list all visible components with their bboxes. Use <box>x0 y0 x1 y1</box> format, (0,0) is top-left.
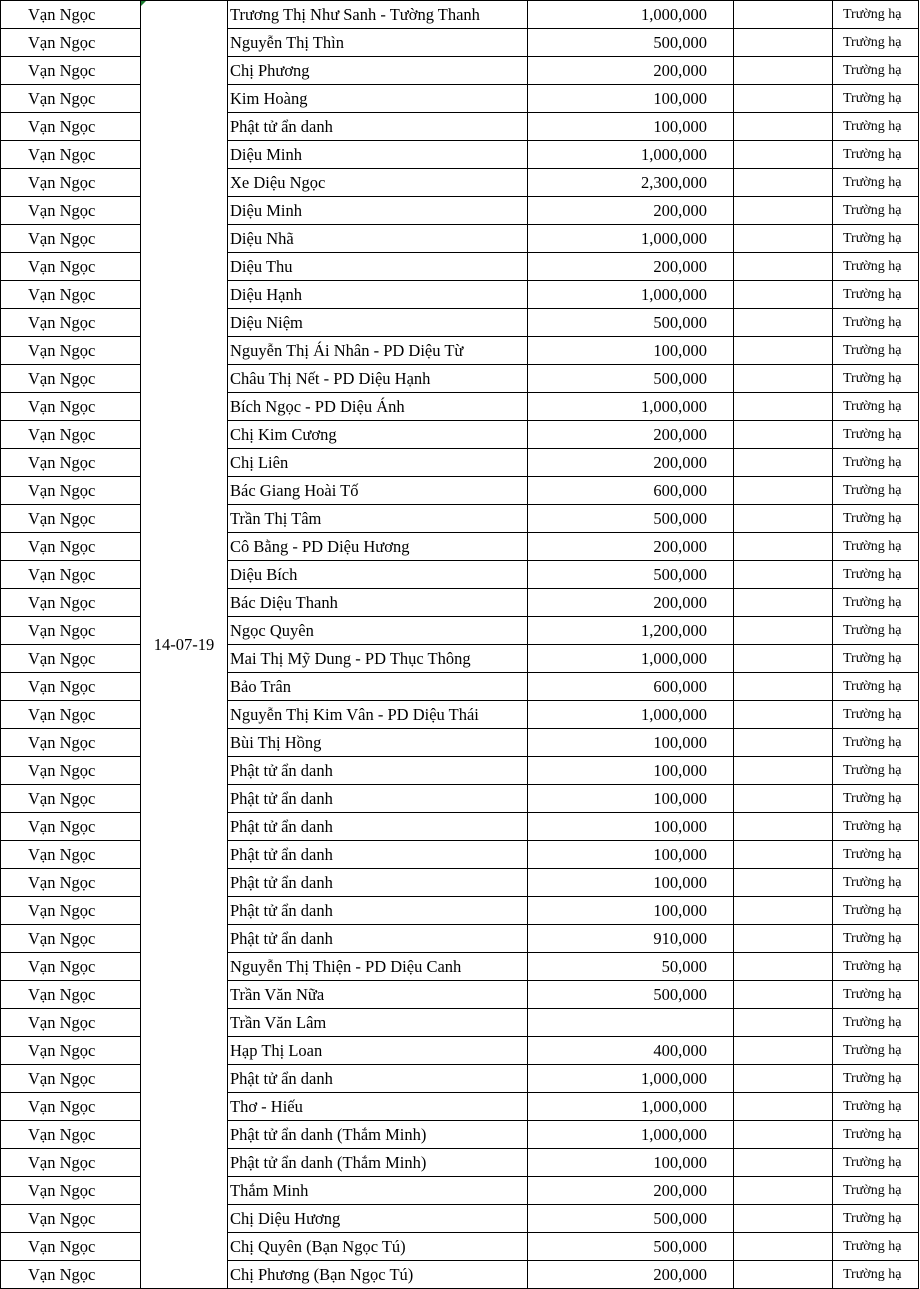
table-row <box>1 57 919 85</box>
place-cell[interactable]: Trường hạ <box>833 701 919 729</box>
donor-name-cell[interactable]: Phật tử ẩn danh <box>228 841 528 869</box>
note-cell[interactable] <box>734 141 833 169</box>
table-row <box>1 281 919 309</box>
place-cell[interactable]: Trường hạ <box>833 953 919 981</box>
amount-cell[interactable]: 500,000 <box>528 309 734 337</box>
amount-cell[interactable]: 500,000 <box>528 365 734 393</box>
amount-cell[interactable]: 1,000,000 <box>528 141 734 169</box>
table-row <box>1 617 919 645</box>
donor-name-cell[interactable]: Bảo Trân <box>228 673 528 701</box>
place-cell[interactable]: Trường hạ <box>833 925 919 953</box>
branch-cell[interactable]: Vạn Ngọc <box>1 393 141 421</box>
amount-cell[interactable]: 100,000 <box>528 841 734 869</box>
table-row <box>1 113 919 141</box>
donor-name-cell[interactable]: Phật tử ẩn danh <box>228 813 528 841</box>
table-row <box>1 141 919 169</box>
table-row <box>1 197 919 225</box>
table-row <box>1 925 919 953</box>
place-cell[interactable]: Trường hạ <box>833 1205 919 1233</box>
note-cell[interactable] <box>734 1037 833 1065</box>
amount-cell[interactable]: 100,000 <box>528 1149 734 1177</box>
table-row <box>1 1093 919 1121</box>
branch-cell[interactable]: Vạn Ngọc <box>1 561 141 589</box>
place-cell[interactable]: Trường hạ <box>833 337 919 365</box>
place-cell[interactable]: Trường hạ <box>833 841 919 869</box>
amount-cell[interactable]: 600,000 <box>528 477 734 505</box>
donor-name-cell[interactable]: Chị Quyên (Bạn Ngọc Tú) <box>228 1233 528 1261</box>
amount-cell[interactable]: 100,000 <box>528 113 734 141</box>
branch-cell[interactable]: Vạn Ngọc <box>1 85 141 113</box>
branch-cell[interactable]: Vạn Ngọc <box>1 701 141 729</box>
place-cell[interactable]: Trường hạ <box>833 393 919 421</box>
note-cell[interactable] <box>734 757 833 785</box>
branch-cell[interactable]: Vạn Ngọc <box>1 365 141 393</box>
amount-cell[interactable]: 200,000 <box>528 1261 734 1289</box>
branch-cell[interactable]: Vạn Ngọc <box>1 1121 141 1149</box>
donor-name-cell[interactable]: Xe Diệu Ngọc <box>228 169 528 197</box>
amount-cell[interactable]: 1,200,000 <box>528 617 734 645</box>
table-row <box>1 169 919 197</box>
table-row <box>1 981 919 1009</box>
branch-cell[interactable]: Vạn Ngọc <box>1 925 141 953</box>
place-cell[interactable]: Trường hạ <box>833 449 919 477</box>
table-row <box>1 1009 919 1037</box>
note-cell[interactable] <box>734 953 833 981</box>
branch-cell[interactable]: Vạn Ngọc <box>1 1093 141 1121</box>
place-cell[interactable]: Trường hạ <box>833 533 919 561</box>
note-cell[interactable] <box>734 981 833 1009</box>
note-cell[interactable] <box>734 645 833 673</box>
note-cell[interactable] <box>734 1205 833 1233</box>
note-cell[interactable] <box>734 1121 833 1149</box>
note-cell[interactable] <box>734 1261 833 1289</box>
donor-name-cell[interactable]: Diệu Minh <box>228 141 528 169</box>
note-cell[interactable] <box>734 1093 833 1121</box>
place-cell[interactable]: Trường hạ <box>833 113 919 141</box>
branch-cell[interactable]: Vạn Ngọc <box>1 673 141 701</box>
branch-cell[interactable]: Vạn Ngọc <box>1 785 141 813</box>
table-row <box>1 1 919 29</box>
place-cell[interactable]: Trường hạ <box>833 1009 919 1037</box>
place-cell[interactable]: Trường hạ <box>833 29 919 57</box>
table-row <box>1 449 919 477</box>
donor-name-cell[interactable]: Kim Hoàng <box>228 85 528 113</box>
note-cell[interactable] <box>734 869 833 897</box>
amount-cell[interactable]: 50,000 <box>528 953 734 981</box>
amount-cell[interactable]: 200,000 <box>528 533 734 561</box>
branch-cell[interactable]: Vạn Ngọc <box>1 1065 141 1093</box>
donor-name-cell[interactable]: Bùi Thị Hồng <box>228 729 528 757</box>
place-cell[interactable]: Trường hạ <box>833 1 919 29</box>
amount-cell[interactable]: 1,000,000 <box>528 1 734 29</box>
table-row <box>1 1149 919 1177</box>
note-cell[interactable] <box>734 925 833 953</box>
amount-cell[interactable]: 100,000 <box>528 813 734 841</box>
note-cell[interactable] <box>734 673 833 701</box>
place-cell[interactable]: Trường hạ <box>833 1037 919 1065</box>
donor-name-cell[interactable]: Phật tử ẩn danh <box>228 1065 528 1093</box>
donor-name-cell[interactable]: Bác Giang Hoài Tố <box>228 477 528 505</box>
table-row <box>1 337 919 365</box>
amount-cell[interactable]: 500,000 <box>528 1205 734 1233</box>
amount-cell[interactable]: 100,000 <box>528 869 734 897</box>
table-row <box>1 505 919 533</box>
note-cell[interactable] <box>734 309 833 337</box>
table-body <box>1 1 919 1289</box>
donor-name-cell[interactable]: Diệu Nhã <box>228 225 528 253</box>
note-cell[interactable] <box>734 113 833 141</box>
note-cell[interactable] <box>734 281 833 309</box>
table-row <box>1 1177 919 1205</box>
branch-cell[interactable]: Vạn Ngọc <box>1 1037 141 1065</box>
place-cell[interactable]: Trường hạ <box>833 477 919 505</box>
donor-name-cell[interactable]: Chị Liên <box>228 449 528 477</box>
note-cell[interactable] <box>734 589 833 617</box>
branch-cell[interactable]: Vạn Ngọc <box>1 197 141 225</box>
note-cell[interactable] <box>734 1065 833 1093</box>
branch-cell[interactable]: Vạn Ngọc <box>1 141 141 169</box>
place-cell[interactable]: Trường hạ <box>833 505 919 533</box>
table-row <box>1 1037 919 1065</box>
place-cell[interactable]: Trường hạ <box>833 645 919 673</box>
note-cell[interactable] <box>734 617 833 645</box>
branch-cell[interactable]: Vạn Ngọc <box>1 421 141 449</box>
donor-name-cell[interactable]: Chị Kim Cương <box>228 421 528 449</box>
note-cell[interactable] <box>734 785 833 813</box>
branch-cell[interactable]: Vạn Ngọc <box>1 281 141 309</box>
donor-name-cell[interactable]: Phật tử ẩn danh <box>228 785 528 813</box>
donor-name-cell[interactable]: Trần Văn Nữa <box>228 981 528 1009</box>
amount-cell[interactable]: 100,000 <box>528 729 734 757</box>
donor-name-cell[interactable]: Diệu Thu <box>228 253 528 281</box>
place-cell[interactable]: Trường hạ <box>833 757 919 785</box>
branch-cell[interactable]: Vạn Ngọc <box>1 1205 141 1233</box>
table-row <box>1 1121 919 1149</box>
place-cell[interactable]: Trường hạ <box>833 869 919 897</box>
note-cell[interactable] <box>734 365 833 393</box>
table-row <box>1 477 919 505</box>
branch-cell[interactable]: Vạn Ngọc <box>1 449 141 477</box>
place-cell[interactable]: Trường hạ <box>833 897 919 925</box>
amount-cell[interactable]: 1,000,000 <box>528 1065 734 1093</box>
note-cell[interactable] <box>734 337 833 365</box>
table-row <box>1 393 919 421</box>
table-row <box>1 1261 919 1289</box>
table-row <box>1 897 919 925</box>
branch-cell[interactable]: Vạn Ngọc <box>1 57 141 85</box>
amount-cell[interactable]: 100,000 <box>528 785 734 813</box>
note-cell[interactable] <box>734 1149 833 1177</box>
donor-name-cell[interactable]: Trần Văn Lâm <box>228 1009 528 1037</box>
place-cell[interactable]: Trường hạ <box>833 281 919 309</box>
table-row <box>1 1233 919 1261</box>
branch-cell[interactable]: Vạn Ngọc <box>1 29 141 57</box>
donor-name-cell[interactable]: Thắm Minh <box>228 1177 528 1205</box>
donor-name-cell[interactable]: Thơ - Hiếu <box>228 1093 528 1121</box>
place-cell[interactable]: Trường hạ <box>833 309 919 337</box>
note-cell[interactable] <box>734 253 833 281</box>
date-label: 14-07-19 <box>153 634 215 654</box>
note-cell[interactable] <box>734 1233 833 1261</box>
branch-cell[interactable]: Vạn Ngọc <box>1 981 141 1009</box>
note-cell[interactable] <box>734 561 833 589</box>
date-cell[interactable] <box>141 1 228 1289</box>
cell-comment-marker-icon <box>141 1 146 6</box>
table-row <box>1 813 919 841</box>
donor-name-cell[interactable]: Mai Thị Mỹ Dung - PD Thục Thông <box>228 645 528 673</box>
note-cell[interactable] <box>734 1177 833 1205</box>
place-cell[interactable]: Trường hạ <box>833 225 919 253</box>
table-row <box>1 1065 919 1093</box>
amount-cell[interactable]: 200,000 <box>528 57 734 85</box>
note-cell[interactable] <box>734 701 833 729</box>
donor-name-cell[interactable]: Diệu Niệm <box>228 309 528 337</box>
place-cell[interactable]: Trường hạ <box>833 421 919 449</box>
table-row <box>1 869 919 897</box>
amount-cell[interactable] <box>528 1009 734 1037</box>
amount-cell[interactable]: 2,300,000 <box>528 169 734 197</box>
donor-name-cell[interactable]: Cô Bằng - PD Diệu Hương <box>228 533 528 561</box>
place-cell[interactable]: Trường hạ <box>833 1065 919 1093</box>
table-row <box>1 841 919 869</box>
table-row <box>1 561 919 589</box>
place-cell[interactable]: Trường hạ <box>833 617 919 645</box>
amount-cell[interactable]: 200,000 <box>528 589 734 617</box>
note-cell[interactable] <box>734 533 833 561</box>
note-cell[interactable] <box>734 29 833 57</box>
place-cell[interactable]: Trường hạ <box>833 57 919 85</box>
amount-cell[interactable]: 400,000 <box>528 1037 734 1065</box>
branch-cell[interactable]: Vạn Ngọc <box>1 1 141 29</box>
note-cell[interactable] <box>734 477 833 505</box>
donor-name-cell[interactable]: Diệu Bích <box>228 561 528 589</box>
note-cell[interactable] <box>734 57 833 85</box>
place-cell[interactable]: Trường hạ <box>833 141 919 169</box>
note-cell[interactable] <box>734 169 833 197</box>
donor-name-cell[interactable]: Nguyễn Thị Thìn <box>228 29 528 57</box>
donor-name-cell[interactable]: Chị Phương (Bạn Ngọc Tú) <box>228 1261 528 1289</box>
branch-cell[interactable]: Vạn Ngọc <box>1 309 141 337</box>
branch-cell[interactable]: Vạn Ngọc <box>1 897 141 925</box>
donor-name-cell[interactable]: Trần Thị Tâm <box>228 505 528 533</box>
place-cell[interactable]: Trường hạ <box>833 1093 919 1121</box>
donor-name-cell[interactable]: Chị Diệu Hương <box>228 1205 528 1233</box>
note-cell[interactable] <box>734 393 833 421</box>
amount-cell[interactable]: 100,000 <box>528 757 734 785</box>
table-row <box>1 729 919 757</box>
amount-cell[interactable]: 200,000 <box>528 197 734 225</box>
donor-name-cell[interactable]: Diệu Hạnh <box>228 281 528 309</box>
donor-name-cell[interactable]: Hạp Thị Loan <box>228 1037 528 1065</box>
place-cell[interactable]: Trường hạ <box>833 85 919 113</box>
note-cell[interactable] <box>734 505 833 533</box>
table-row <box>1 253 919 281</box>
donor-name-cell[interactable]: Phật tử ẩn danh <box>228 113 528 141</box>
place-cell[interactable]: Trường hạ <box>833 1261 919 1289</box>
branch-cell[interactable]: Vạn Ngọc <box>1 645 141 673</box>
donor-name-cell[interactable]: Phật tử ẩn danh (Thắm Minh) <box>228 1121 528 1149</box>
amount-cell[interactable]: 500,000 <box>528 561 734 589</box>
amount-cell[interactable]: 100,000 <box>528 897 734 925</box>
note-cell[interactable] <box>734 421 833 449</box>
donor-name-cell[interactable]: Nguyễn Thị Ái Nhân - PD Diệu Từ <box>228 337 528 365</box>
place-cell[interactable]: Trường hạ <box>833 1121 919 1149</box>
amount-cell[interactable]: 1,000,000 <box>528 701 734 729</box>
amount-cell[interactable]: 600,000 <box>528 673 734 701</box>
branch-cell[interactable]: Vạn Ngọc <box>1 589 141 617</box>
amount-cell[interactable]: 1,000,000 <box>528 393 734 421</box>
branch-cell[interactable]: Vạn Ngọc <box>1 953 141 981</box>
table-row <box>1 533 919 561</box>
donor-name-cell[interactable]: Châu Thị Nết - PD Diệu Hạnh <box>228 365 528 393</box>
table-row <box>1 225 919 253</box>
branch-cell[interactable]: Vạn Ngọc <box>1 169 141 197</box>
note-cell[interactable] <box>734 85 833 113</box>
amount-cell[interactable]: 910,000 <box>528 925 734 953</box>
donor-name-cell[interactable]: Bác Diệu Thanh <box>228 589 528 617</box>
branch-cell[interactable]: Vạn Ngọc <box>1 505 141 533</box>
place-cell[interactable]: Trường hạ <box>833 365 919 393</box>
amount-cell[interactable]: 200,000 <box>528 449 734 477</box>
amount-cell[interactable]: 500,000 <box>528 1233 734 1261</box>
table-row <box>1 365 919 393</box>
donor-name-cell[interactable]: Trương Thị Như Sanh - Tường Thanh <box>228 1 528 29</box>
table-row <box>1 1205 919 1233</box>
branch-cell[interactable]: Vạn Ngọc <box>1 841 141 869</box>
note-cell[interactable] <box>734 449 833 477</box>
table-row <box>1 589 919 617</box>
donor-name-cell[interactable]: Phật tử ẩn danh <box>228 757 528 785</box>
place-cell[interactable]: Trường hạ <box>833 197 919 225</box>
table-row <box>1 85 919 113</box>
table-row <box>1 421 919 449</box>
table-row <box>1 953 919 981</box>
amount-cell[interactable]: 1,000,000 <box>528 281 734 309</box>
amount-cell[interactable]: 1,000,000 <box>528 225 734 253</box>
note-cell[interactable] <box>734 897 833 925</box>
table-row <box>1 673 919 701</box>
donor-name-cell[interactable]: Phật tử ẩn danh <box>228 897 528 925</box>
amount-cell[interactable]: 500,000 <box>528 505 734 533</box>
note-cell[interactable] <box>734 813 833 841</box>
table-row <box>1 785 919 813</box>
place-cell[interactable]: Trường hạ <box>833 1177 919 1205</box>
amount-cell[interactable]: 200,000 <box>528 1177 734 1205</box>
branch-cell[interactable]: Vạn Ngọc <box>1 617 141 645</box>
table-row <box>1 29 919 57</box>
branch-cell[interactable]: Vạn Ngọc <box>1 225 141 253</box>
note-cell[interactable] <box>734 197 833 225</box>
branch-cell[interactable]: Vạn Ngọc <box>1 729 141 757</box>
branch-cell[interactable]: Vạn Ngọc <box>1 113 141 141</box>
place-cell[interactable]: Trường hạ <box>833 673 919 701</box>
branch-cell[interactable]: Vạn Ngọc <box>1 1149 141 1177</box>
branch-cell[interactable]: Vạn Ngọc <box>1 1233 141 1261</box>
note-cell[interactable] <box>734 729 833 757</box>
table-row <box>1 701 919 729</box>
place-cell[interactable]: Trường hạ <box>833 1149 919 1177</box>
amount-cell[interactable]: 100,000 <box>528 85 734 113</box>
branch-cell[interactable]: Vạn Ngọc <box>1 533 141 561</box>
donor-name-cell[interactable]: Phật tử ẩn danh (Thắm Minh) <box>228 1149 528 1177</box>
table-row <box>1 645 919 673</box>
branch-cell[interactable]: Vạn Ngọc <box>1 1009 141 1037</box>
branch-cell[interactable]: Vạn Ngọc <box>1 337 141 365</box>
place-cell[interactable]: Trường hạ <box>833 729 919 757</box>
donor-name-cell[interactable]: Phật tử ẩn danh <box>228 925 528 953</box>
branch-cell[interactable]: Vạn Ngọc <box>1 869 141 897</box>
amount-cell[interactable]: 100,000 <box>528 337 734 365</box>
place-cell[interactable]: Trường hạ <box>833 1233 919 1261</box>
amount-cell[interactable]: 200,000 <box>528 253 734 281</box>
donor-name-cell[interactable]: Phật tử ẩn danh <box>228 869 528 897</box>
place-cell[interactable]: Trường hạ <box>833 813 919 841</box>
amount-cell[interactable]: 200,000 <box>528 421 734 449</box>
place-cell[interactable]: Trường hạ <box>833 981 919 1009</box>
branch-cell[interactable]: Vạn Ngọc <box>1 813 141 841</box>
place-cell[interactable]: Trường hạ <box>833 169 919 197</box>
amount-cell[interactable]: 500,000 <box>528 981 734 1009</box>
branch-cell[interactable]: Vạn Ngọc <box>1 253 141 281</box>
table-row <box>1 757 919 785</box>
note-cell[interactable] <box>734 841 833 869</box>
amount-cell[interactable]: 1,000,000 <box>528 1121 734 1149</box>
amount-cell[interactable]: 1,000,000 <box>528 645 734 673</box>
amount-cell[interactable]: 500,000 <box>528 29 734 57</box>
donor-name-cell[interactable]: Nguyễn Thị Kim Vân - PD Diệu Thái <box>228 701 528 729</box>
donor-name-cell[interactable]: Chị Phương <box>228 57 528 85</box>
note-cell[interactable] <box>734 1 833 29</box>
branch-cell[interactable]: Vạn Ngọc <box>1 477 141 505</box>
note-cell[interactable] <box>734 1009 833 1037</box>
donor-name-cell[interactable]: Nguyễn Thị Thiện - PD Diệu Canh <box>228 953 528 981</box>
note-cell[interactable] <box>734 225 833 253</box>
branch-cell[interactable]: Vạn Ngọc <box>1 1261 141 1289</box>
place-cell[interactable]: Trường hạ <box>833 589 919 617</box>
table-row <box>1 309 919 337</box>
branch-cell[interactable]: Vạn Ngọc <box>1 1177 141 1205</box>
place-cell[interactable]: Trường hạ <box>833 253 919 281</box>
donor-name-cell[interactable]: Bích Ngọc - PD Diệu Ánh <box>228 393 528 421</box>
branch-cell[interactable]: Vạn Ngọc <box>1 757 141 785</box>
place-cell[interactable]: Trường hạ <box>833 785 919 813</box>
place-cell[interactable]: Trường hạ <box>833 561 919 589</box>
amount-cell[interactable]: 1,000,000 <box>528 1093 734 1121</box>
donor-name-cell[interactable]: Ngọc Quyên <box>228 617 528 645</box>
donor-name-cell[interactable]: Diệu Minh <box>228 197 528 225</box>
